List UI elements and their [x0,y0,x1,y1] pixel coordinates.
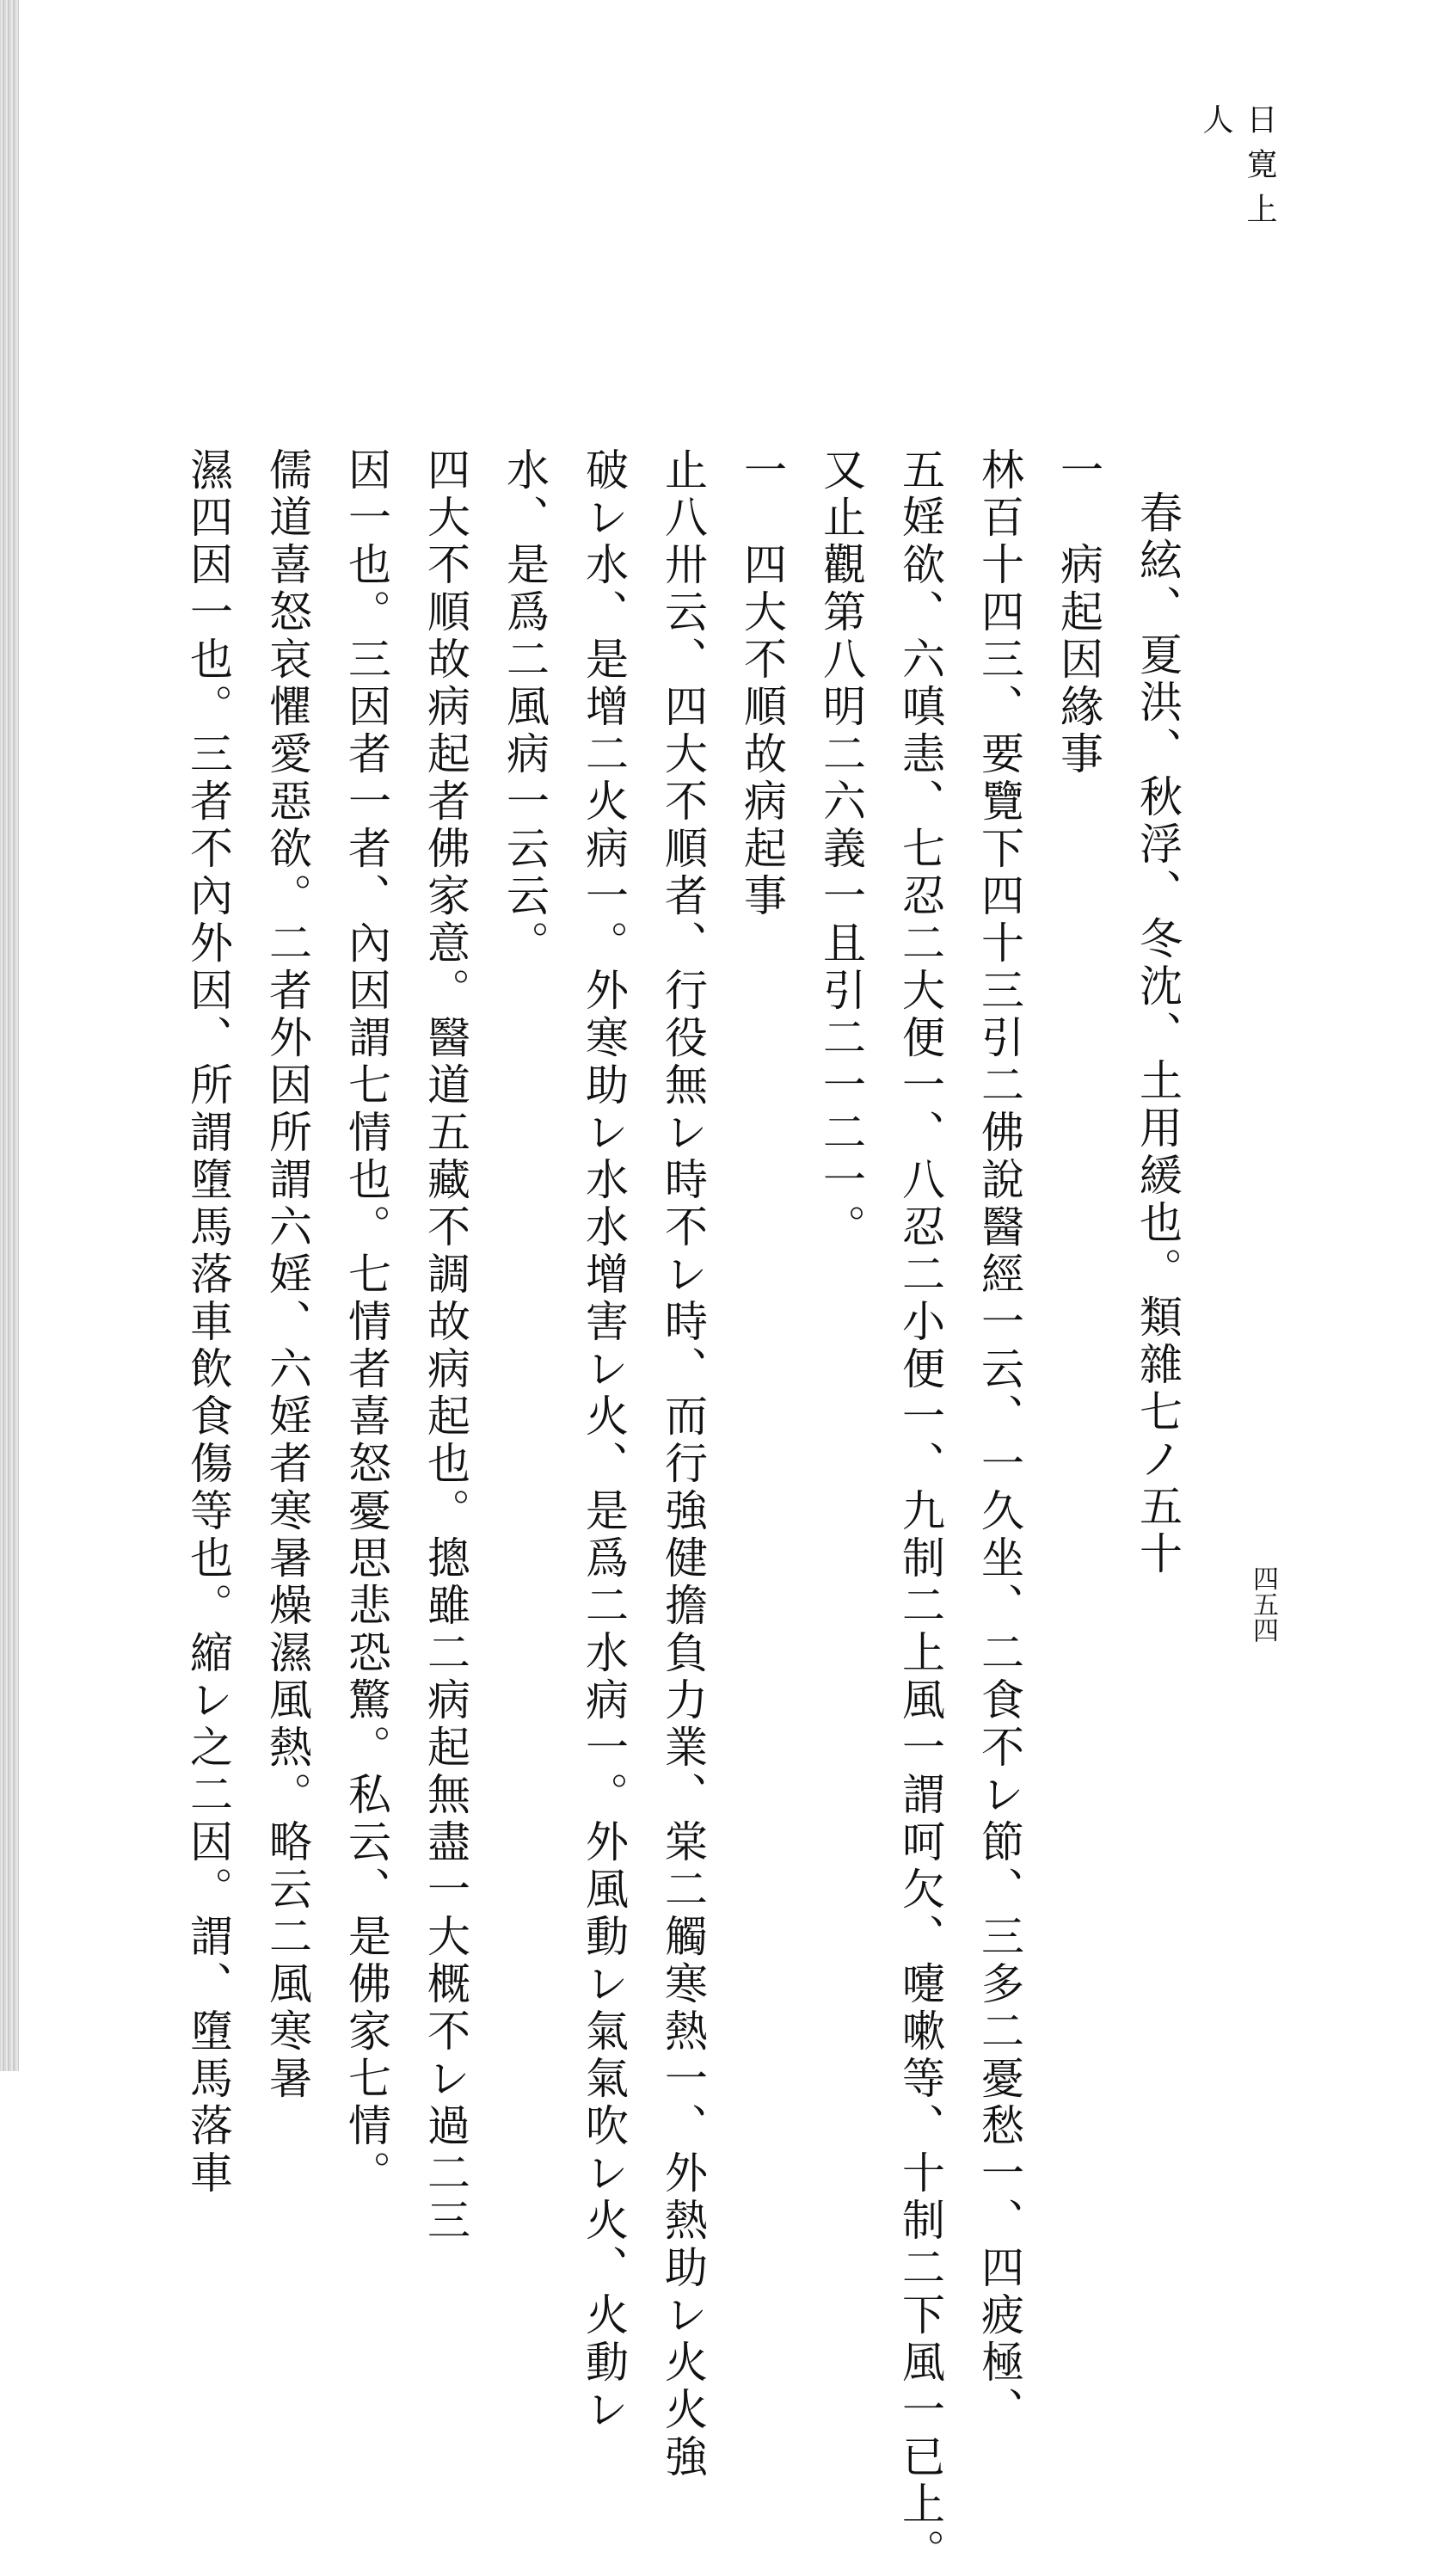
text-line: 儒道喜怒哀懼愛惡欲。二者外因所謂六婬、六婬者寒暑燥濕風熱。略云二風寒暑 [262,447,312,2103]
section-heading: 一 四大不順故病起事 [737,447,787,920]
text-line: 破レ水、是增二火病一。外寒助レ水水增害レ火、是爲二水病一。外風動レ氣氣吹レ火、火動レ [579,447,629,2434]
running-title: 日寛上人 [1198,103,1277,237]
page-number: 四五四 [1248,1565,1278,1643]
text-line: 春絃、夏洪、秋浮、冬沈、土用緩也。類雜七ノ五十 [1133,490,1183,1578]
text-line: 濕四因一也。三者不內外因、所謂墮馬落車飲食傷等也。縮レ之二因。謂、墮馬落車 [183,447,233,2198]
text-line: 四大不順故病起者佛家意。醫道五藏不調故病起也。摠雖二病起無盡一大概不レ過二三 [421,447,470,2245]
vertical-text-body [183,447,1197,2576]
text-line: 水、是爲二風病一云云。 [500,447,550,968]
text-line: 又止觀第八明二六義一且引二一二一。 [816,447,866,1251]
text-line: 五婬欲、六嗔恚、七忍二大便一、八忍二小便一、九制二上風一謂呵欠、嚏嗽等、十制二下風一已上。 [895,447,945,2576]
text-line: 林百十四三、要覽下四十三引二佛說醫經一云、一久坐、二食不レ節、三多二憂愁一、四疲極、 [974,447,1024,2434]
scan-binding-edge [0,0,19,2071]
text-line: 因一也。三因者一者、內因謂七情也。七情者喜怒憂思悲恐驚。私云、是佛家七情。 [341,447,391,2198]
text-line: 止八卅云、四大不順者、行役無レ時不レ時、而行強健擔負力業、棠二觸寒熱一、外熱助レ火火強 [658,447,708,2481]
section-heading: 一 病起因緣事 [1054,447,1103,778]
